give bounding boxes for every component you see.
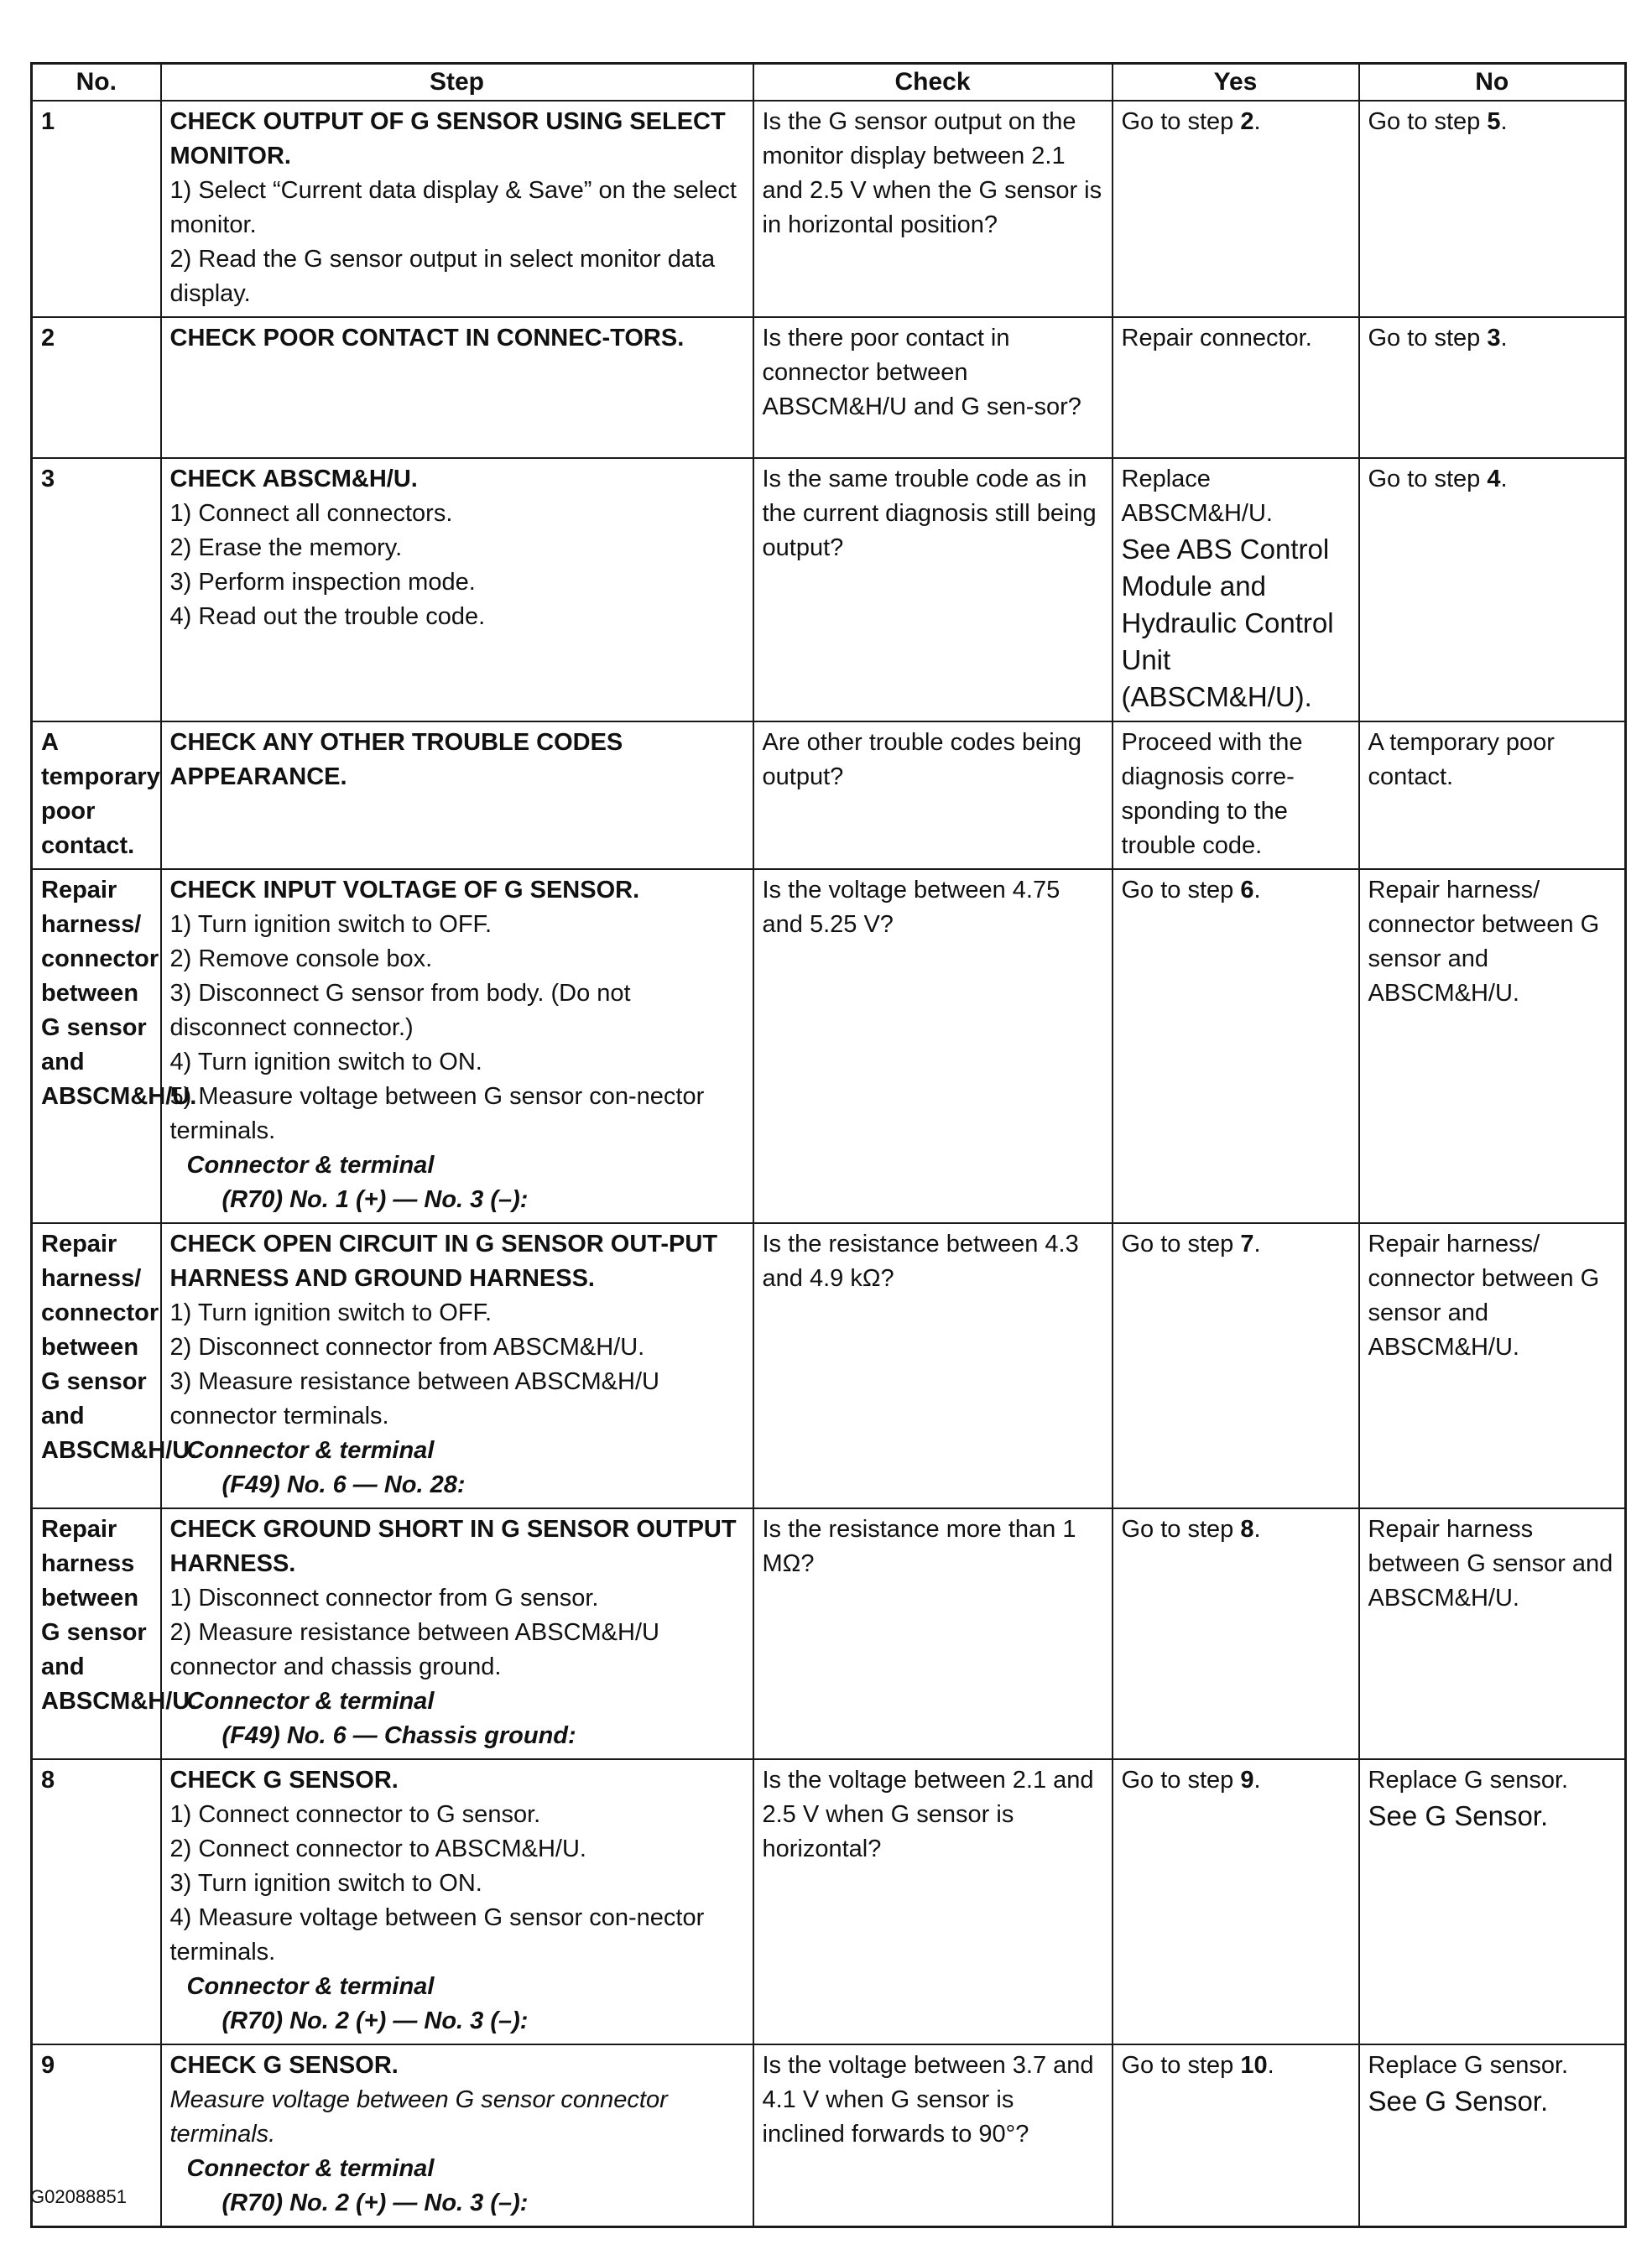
row-number: 3: [32, 458, 161, 721]
check-cell: Is the voltage between 2.1 and 2.5 V when G sensor is horizontal?: [753, 1759, 1113, 2044]
no-cell: [1359, 101, 1626, 317]
yes-suffix: .: [1253, 877, 1261, 903]
step-instruction: Measure voltage between G sensor connector terminals.: [169, 2086, 668, 2148]
step-title: CHECK POOR CONTACT IN CONNEC-TORS.: [169, 325, 685, 351]
step-line: 2) Read the G sensor output in select monitor data display.: [169, 246, 716, 307]
yes-step-number: 8: [1240, 1516, 1254, 1543]
step-line: 2) Remove console box.: [169, 945, 433, 972]
step-title: CHECK ABSCM&H/U.: [169, 466, 418, 492]
yes-cell: [1113, 2044, 1359, 2227]
row-number: A temporary poor contact.: [32, 721, 161, 869]
yes-text: Go to step: [1121, 1516, 1241, 1543]
yes-cell: [1113, 458, 1359, 721]
step-cell: [161, 869, 753, 1223]
table-row: [32, 1759, 1626, 2044]
yes-cell: [1113, 1508, 1359, 1759]
step-line: 2) Disconnect connector from ABSCM&H/U.: [169, 1334, 645, 1361]
yes-suffix: .: [1253, 1231, 1261, 1258]
yes-cell: [1113, 1223, 1359, 1508]
yes-step-number: 6: [1240, 877, 1254, 903]
step-title: CHECK OPEN CIRCUIT IN G SENSOR OUT-PUT HARNESS AND GROUND HARNESS.: [169, 1231, 718, 1292]
row-number: 9: [32, 2044, 161, 2227]
no-cell: A temporary poor contact.: [1359, 721, 1626, 869]
step-cell: [161, 101, 753, 317]
connector-label: Connector & terminal: [186, 1688, 435, 1715]
check-cell: Is the voltage between 3.7 and 4.1 V when G sensor is inclined forwards to 90°?: [753, 2044, 1113, 2227]
table-row: [32, 2044, 1626, 2227]
step-line: 3) Turn ignition switch to ON.: [169, 1870, 482, 1897]
no-cell: Repair harness between G sensor and ABSCM&H/U.: [1359, 1508, 1626, 1759]
connector-terminal: (R70) No. 2 (+) — No. 3 (–):: [221, 2007, 529, 2034]
no-step-number: 4: [1487, 466, 1501, 492]
check-cell: Is the same trouble code as in the current diagnosis still being output?: [753, 458, 1113, 721]
table-row: [32, 869, 1626, 1223]
yes-reference: See ABS Control Module and Hydraulic Control Unit (ABSCM&H/U).: [1121, 534, 1334, 712]
table-row: [32, 317, 1626, 458]
connector-terminal: (F49) No. 6 — No. 28:: [221, 1471, 466, 1498]
step-title: CHECK G SENSOR.: [169, 2052, 399, 2079]
yes-text: Go to step: [1121, 1767, 1241, 1794]
header-yes: Yes: [1113, 64, 1359, 102]
header-step: Step: [161, 64, 753, 102]
connector-label: Connector & terminal: [186, 1152, 435, 1179]
step-line: 3) Perform inspection mode.: [169, 569, 476, 596]
step-line: 4) Turn ignition switch to ON.: [169, 1049, 482, 1075]
connector-label: Connector & terminal: [186, 1437, 435, 1464]
row-number: 2: [32, 317, 161, 458]
no-step-number: 3: [1487, 325, 1501, 351]
row-number: Repair harness/ connector between G sensor and ABSCM&H/U.: [32, 1223, 161, 1508]
step-title: CHECK OUTPUT OF G SENSOR USING SELECT MONITOR.: [169, 108, 726, 169]
step-line: 2) Connect connector to ABSCM&H/U.: [169, 1836, 586, 1862]
step-line: 1) Select “Current data display & Save” on the select monitor.: [169, 177, 737, 238]
check-cell: Is the resistance more than 1 MΩ?: [753, 1508, 1113, 1759]
yes-cell: [1113, 869, 1359, 1223]
no-step-number: 5: [1487, 108, 1501, 135]
connector-terminal: (R70) No. 1 (+) — No. 3 (–):: [221, 1186, 529, 1213]
no-reference: See G Sensor.: [1368, 1800, 1549, 1831]
yes-step-number: 9: [1240, 1767, 1254, 1794]
table-row: [32, 1508, 1626, 1759]
yes-suffix: .: [1253, 1767, 1261, 1794]
step-title: CHECK INPUT VOLTAGE OF G SENSOR.: [169, 877, 640, 903]
step-line: 1) Turn ignition switch to OFF.: [169, 911, 492, 938]
check-cell: Is the resistance between 4.3 and 4.9 kΩ?: [753, 1223, 1113, 1508]
table-row: [32, 721, 1626, 869]
step-line: 2) Measure resistance between ABSCM&H/U connector and chassis ground.: [169, 1619, 659, 1680]
yes-text: Replace ABSCM&H/U.: [1121, 466, 1273, 527]
no-cell: [1359, 317, 1626, 458]
step-line: 1) Turn ignition switch to OFF.: [169, 1299, 492, 1326]
no-text: Replace G sensor.: [1368, 1767, 1569, 1794]
table-row: [32, 1223, 1626, 1508]
step-line: 4) Measure voltage between G sensor con-nector terminals.: [169, 1904, 705, 1966]
no-suffix: .: [1500, 108, 1508, 135]
header-check: Check: [753, 64, 1113, 102]
table-row: [32, 458, 1626, 721]
yes-suffix: .: [1253, 1516, 1261, 1543]
step-cell: [161, 721, 753, 869]
no-text: Go to step: [1368, 325, 1488, 351]
step-cell: [161, 1759, 753, 2044]
connector-label: Connector & terminal: [186, 1973, 435, 2000]
row-number: Repair harness between G sensor and ABSCM&H/U.: [32, 1508, 161, 1759]
no-cell: [1359, 458, 1626, 721]
table-row: [32, 101, 1626, 317]
no-text: Go to step: [1368, 466, 1488, 492]
step-cell: [161, 1508, 753, 1759]
yes-text: Go to step: [1121, 1231, 1241, 1258]
row-number: 1: [32, 101, 161, 317]
no-reference: See G Sensor.: [1368, 2086, 1549, 2117]
yes-suffix: .: [1267, 2052, 1274, 2079]
check-cell: Are other trouble codes being output?: [753, 721, 1113, 869]
step-line: 5) Measure voltage between G sensor con-nector terminals.: [169, 1083, 705, 1144]
connector-terminal: (F49) No. 6 — Chassis ground:: [221, 1722, 576, 1749]
yes-text: Go to step: [1121, 2052, 1241, 2079]
connector-terminal: (R70) No. 2 (+) — No. 3 (–):: [221, 2190, 529, 2216]
step-title: CHECK GROUND SHORT IN G SENSOR OUTPUT HARNESS.: [169, 1516, 737, 1577]
step-line: 1) Connect all connectors.: [169, 500, 453, 527]
row-number: 8: [32, 1759, 161, 2044]
step-line: 1) Disconnect connector from G sensor.: [169, 1585, 599, 1612]
yes-text: Go to step: [1121, 877, 1241, 903]
step-cell: [161, 458, 753, 721]
check-cell: Is the G sensor output on the monitor display between 2.1 and 2.5 V when the G sensor is in horizontal position?: [753, 101, 1113, 317]
no-cell: [1359, 2044, 1626, 2227]
step-line: 3) Disconnect G sensor from body. (Do not disconnect connector.): [169, 980, 631, 1041]
yes-cell: [1113, 101, 1359, 317]
figure-id: G02088851: [30, 2186, 127, 2207]
step-line: 4) Read out the trouble code.: [169, 603, 486, 630]
connector-label: Connector & terminal: [186, 2155, 435, 2182]
yes-step-number: 2: [1240, 108, 1254, 135]
yes-cell: [1113, 1759, 1359, 2044]
step-title: CHECK ANY OTHER TROUBLE CODES APPEARANCE.: [169, 729, 623, 790]
check-cell: Is the voltage between 4.75 and 5.25 V?: [753, 869, 1113, 1223]
no-text: Replace G sensor.: [1368, 2052, 1569, 2079]
yes-cell: Proceed with the diagnosis corre-sponding to the trouble code.: [1113, 721, 1359, 869]
header-no: No.: [32, 64, 161, 102]
no-suffix: .: [1500, 466, 1508, 492]
step-cell: [161, 1223, 753, 1508]
step-cell: [161, 317, 753, 458]
step-line: 3) Measure resistance between ABSCM&H/U connector terminals.: [169, 1368, 659, 1429]
step-cell: [161, 2044, 753, 2227]
row-number: Repair harness/ connector between G sensor and ABSCM&H/U.: [32, 869, 161, 1223]
no-suffix: .: [1500, 325, 1508, 351]
yes-cell: Repair connector.: [1113, 317, 1359, 458]
step-line: 1) Connect connector to G sensor.: [169, 1801, 541, 1828]
step-line: 2) Erase the memory.: [169, 534, 403, 561]
no-text: Go to step: [1368, 108, 1488, 135]
no-cell: [1359, 1759, 1626, 2044]
no-cell: Repair harness/ connector between G sensor and ABSCM&H/U.: [1359, 1223, 1626, 1508]
header-no-result: No: [1359, 64, 1626, 102]
header-row: [32, 64, 1626, 102]
step-title: CHECK G SENSOR.: [169, 1767, 399, 1794]
yes-suffix: .: [1253, 108, 1261, 135]
check-cell: Is there poor contact in connector between ABSCM&H/U and G sen-sor?: [753, 317, 1113, 458]
yes-step-number: 7: [1240, 1231, 1254, 1258]
yes-text: Go to step: [1121, 108, 1241, 135]
yes-step-number: 10: [1240, 2052, 1268, 2079]
diagnostic-table: [30, 62, 1627, 2228]
no-cell: Repair harness/ connector between G sensor and ABSCM&H/U.: [1359, 869, 1626, 1223]
